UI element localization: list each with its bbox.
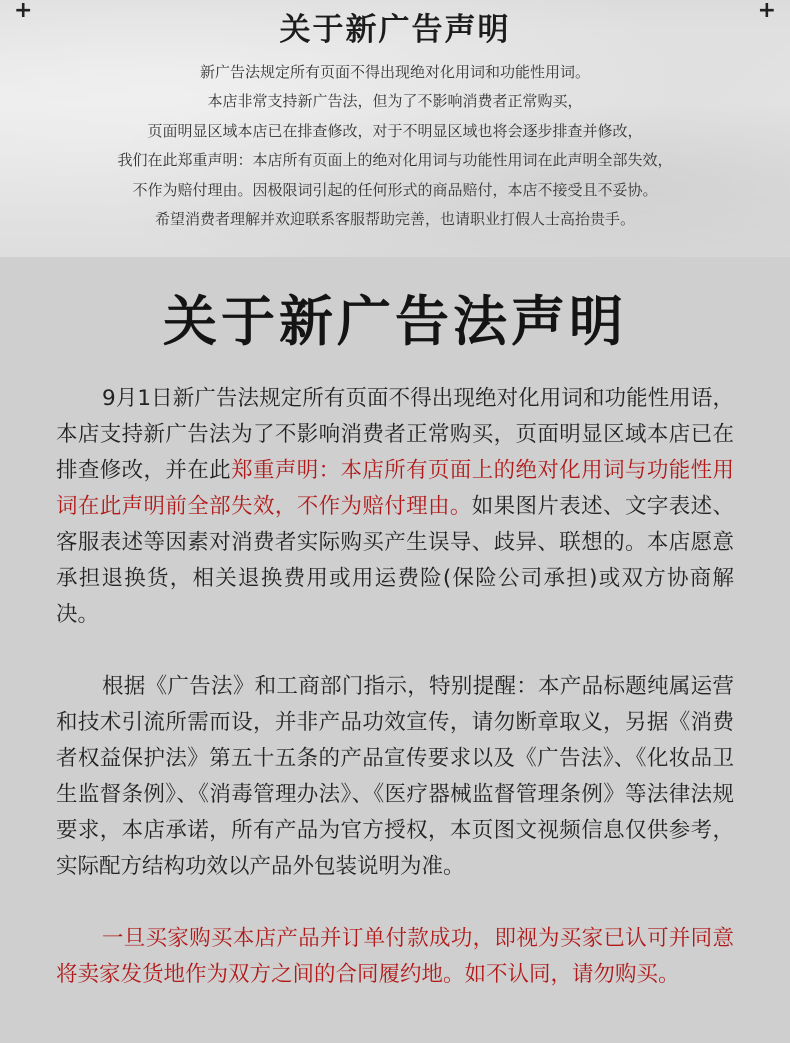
main-title: 关于新广告法声明 bbox=[163, 290, 627, 353]
highlighted-statement: 郑重声明：本店所有页面上的绝对化用词与功能性用词在此声明前全部失效，不作为赔付理由。 bbox=[56, 458, 734, 519]
top-title: 关于新广告声明 bbox=[279, 12, 511, 48]
top-notice-line: 不作为赔付理由。因极限词引起的任何形式的商品赔付，本店不接受且不妥协。 bbox=[132, 180, 658, 199]
top-notice-line: 希望消费者理解并欢迎联系客服帮助完善，也请职业打假人士高抬贵手。 bbox=[154, 210, 635, 229]
plus-icon: + bbox=[757, 0, 776, 23]
top-notice-line: 我们在此郑重声明：本店所有页面上的绝对化用词与功能性用词在此声明全部失效， bbox=[117, 151, 673, 170]
statement-paragraph-1 bbox=[56, 381, 734, 633]
statement-paragraph-2: 根据《广告法》和工商部门指示，特别提醒：本产品标题纯属运营和技术引流所需而设，并非产品功效宣传，请勿断章取义，另据《消费者权益保护法》第五十五条的产品宣传要求以及《广告法》、《化妆品卫生监督条例》、《消毒管理办法》、《医疗器械监督管理条例》等法律法规要求，本店承诺，所有产品为官方授权，本页图文视频信息仅供参考，实际配方结构功效以产品外包装说明为准。 bbox=[56, 674, 734, 879]
top-notice-line: 页面明显区域本店已在排查修改，对于不明显区域也将会逐步排查并修改， bbox=[147, 121, 643, 140]
top-notice-lines bbox=[0, 58, 790, 234]
top-notice-line: 新广告法规定所有页面不得出现绝对化用词和功能性用词。 bbox=[199, 63, 590, 81]
statement-text: 如果图片表述、文字表述、客服表述等因素对消费者实际购买产生误导、歧异、联想的。本店愿意承担退换货，相关退换费用或用运费险(保险公司承担)或双方协商解决。 bbox=[56, 494, 734, 627]
top-notice-line: 本店非常支持新广告法，但为了不影响消费者正常购买， bbox=[207, 92, 583, 111]
plus-icon: + bbox=[14, 0, 33, 23]
statement-text: 9月1日新广告法规定所有页面不得出现绝对化用词和功能性用语，本店支持新广告法为了不影响消费者正常购买，页面明显区域本店已在排查修改，并在此 bbox=[56, 386, 734, 483]
main-statement-section bbox=[0, 257, 790, 1043]
statement-paragraph-3: 一旦买家购买本店产品并订单付款成功，即视为买家已认可并同意将卖家发货地作为双方之间的合同履约地。如不认同，请勿购买。 bbox=[56, 926, 734, 987]
top-notice-section bbox=[0, 0, 790, 257]
